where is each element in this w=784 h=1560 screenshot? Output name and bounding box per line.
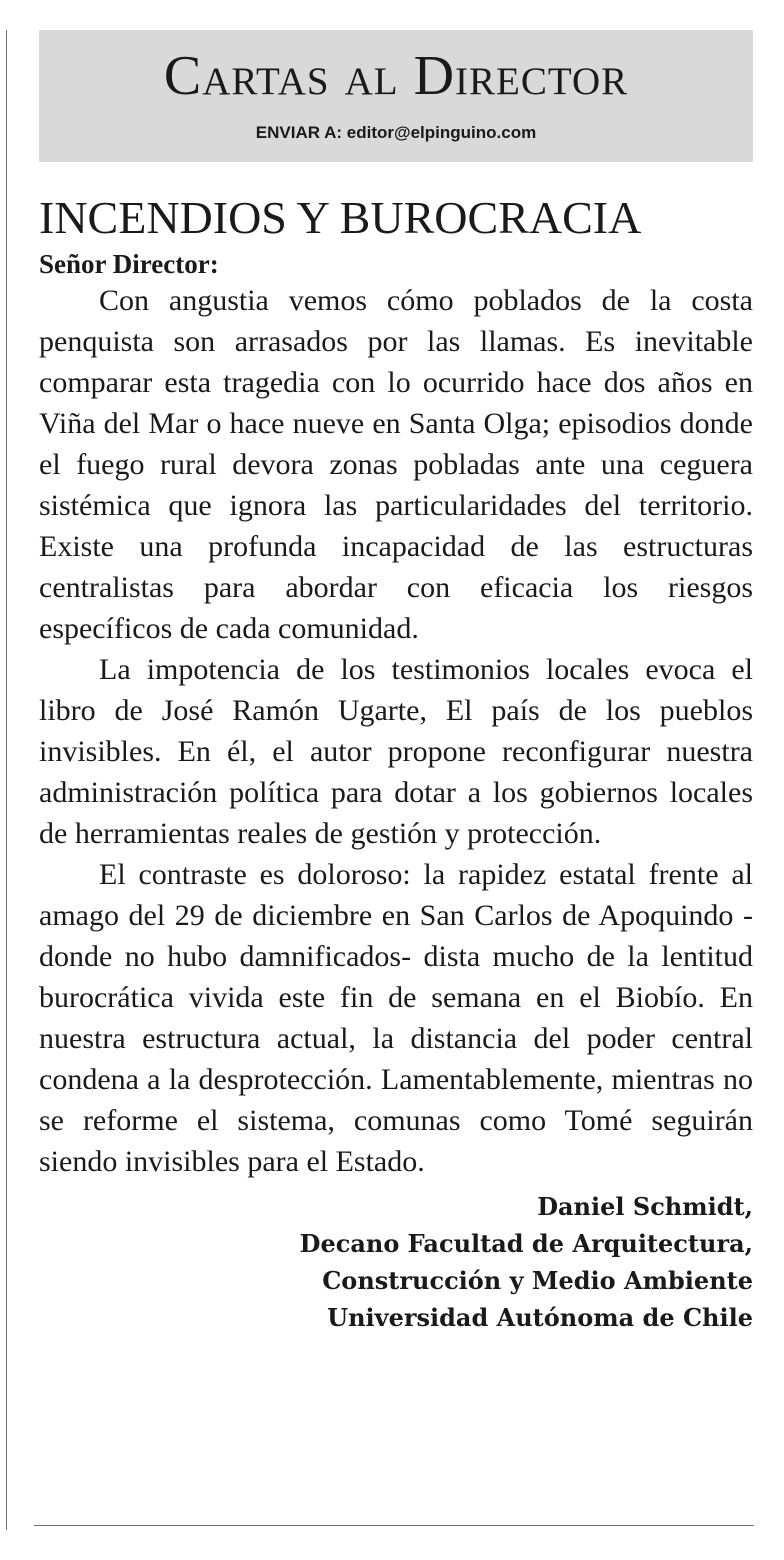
letter-salutation: Señor Director:	[39, 249, 219, 279]
letter-paragraph-3: El contraste es doloroso: la rapidez estatal frente al amago del 29 de diciembre en San Carlos de Apoquindo -donde no hubo damnificados- dista mucho de la lentitud burocrática vivida este fin de semana en el Biobío. En nuestra estructura actual, la distancia del poder central condena a la desprotección. Lamentablemente, mientras no se reforme el sistema, comunas como Tomé seguirán siendo invisibles para el Estado.	[39, 858, 753, 1178]
left-column-rule	[6, 30, 7, 1530]
signature-role: Decano Facultad de Arquitectura,	[299, 1229, 753, 1258]
letter-headline: INCENDIOS Y BUROCRACIA	[39, 192, 642, 243]
letter-paragraph-1: Con angustia vemos cómo poblados de la costa penquista son arrasados por las llamas. Es inevitable comparar esta tragedia con lo ocurrido hace dos años en Viña del Mar o hace nueve en Santa Olga; episodios donde el fuego rural devora zonas pobladas ante una ceguera sistémica que ignora las particularidades del territorio. Existe una profunda incapacidad de las estructuras centralistas para abordar con eficacia los riesgos específicos de cada comunidad.	[39, 284, 753, 645]
bottom-rule	[34, 1525, 754, 1526]
letter-paragraph-2: La impotencia de los testimonios locales evoca el libro de José Ramón Ugarte, El país de los pueblos invisibles. En él, el autor propone reconfigurar nuestra administración política para dotar a los gobiernos locales de herramientas reales de gestión y protección.	[39, 653, 753, 850]
letter-article	[39, 188, 753, 1336]
section-header	[39, 30, 753, 162]
letter-signature	[39, 1188, 753, 1336]
signature-institution: Universidad Autónoma de Chile	[327, 1303, 753, 1332]
signature-name: Daniel Schmidt,	[537, 1192, 753, 1221]
section-title: Cartas al Director	[163, 45, 629, 107]
signature-faculty: Construcción y Medio Ambiente	[322, 1266, 753, 1295]
send-to-email: ENVIAR A: editor@elpinguino.com	[255, 123, 537, 142]
